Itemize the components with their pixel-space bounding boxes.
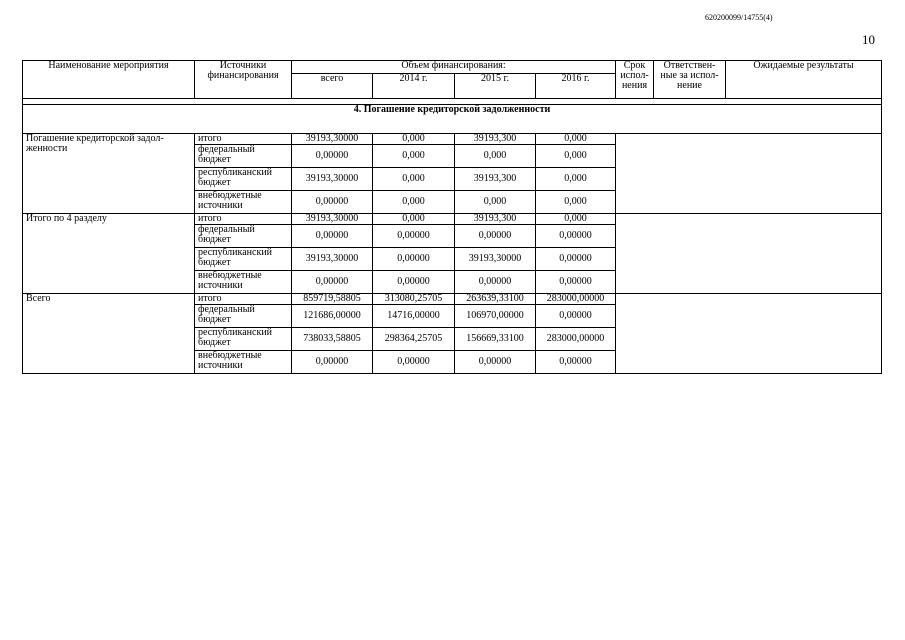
- value-y2016: 0,00000: [536, 271, 616, 294]
- value-y2014: 0,00000: [373, 351, 455, 374]
- value-total: 39193,30000: [292, 248, 373, 271]
- value-y2014: 0,000: [373, 214, 455, 225]
- source-cell: республиканский бюджет: [195, 168, 292, 191]
- value-y2015: 39193,30000: [455, 248, 536, 271]
- value-y2016: 0,000: [536, 134, 616, 145]
- value-y2015: 0,000: [455, 145, 536, 168]
- empty-cell: [616, 134, 882, 214]
- value-total: 0,00000: [292, 145, 373, 168]
- value-total: 0,00000: [292, 351, 373, 374]
- header-2015: 2015 г.: [455, 74, 536, 99]
- value-total: 39193,30000: [292, 168, 373, 191]
- value-y2015: 106970,00000: [455, 305, 536, 328]
- value-total: 0,00000: [292, 225, 373, 248]
- measure-name: Всего: [23, 294, 195, 374]
- table-row: [23, 294, 882, 305]
- source-cell: федеральный бюджет: [195, 305, 292, 328]
- value-total: 0,00000: [292, 271, 373, 294]
- header-expected: Ожидаемые результаты: [726, 61, 882, 99]
- page-number: 10: [862, 32, 875, 47]
- value-y2014: 0,000: [373, 134, 455, 145]
- source-cell: республиканский бюджет: [195, 328, 292, 351]
- value-y2014: 0,00000: [373, 248, 455, 271]
- value-total: 859719,58805: [292, 294, 373, 305]
- source-cell: федеральный бюджет: [195, 225, 292, 248]
- source-cell: внебюджетные источники: [195, 191, 292, 214]
- value-y2016: 0,00000: [536, 305, 616, 328]
- source-cell: итого: [195, 214, 292, 225]
- value-y2016: 0,000: [536, 214, 616, 225]
- value-total: 121686,00000: [292, 305, 373, 328]
- value-y2016: 0,00000: [536, 351, 616, 374]
- value-y2014: 298364,25705: [373, 328, 455, 351]
- value-y2014: 0,000: [373, 168, 455, 191]
- value-y2015: 0,000: [455, 191, 536, 214]
- value-y2014: 313080,25705: [373, 294, 455, 305]
- header-total: всего: [292, 74, 373, 99]
- empty-cell: [616, 214, 882, 294]
- value-y2015: 263639,33100: [455, 294, 536, 305]
- value-y2016: 283000,00000: [536, 328, 616, 351]
- value-total: 39193,30000: [292, 214, 373, 225]
- value-y2015: 0,00000: [455, 271, 536, 294]
- value-y2015: 0,00000: [455, 351, 536, 374]
- table-row: [23, 214, 882, 225]
- source-cell: внебюджетные источники: [195, 351, 292, 374]
- source-cell: федеральный бюджет: [195, 145, 292, 168]
- value-total: 0,00000: [292, 191, 373, 214]
- value-y2015: 156669,33100: [455, 328, 536, 351]
- empty-cell: [616, 294, 882, 374]
- section-title: 4. Погашение кредиторской задолженности: [23, 105, 882, 134]
- value-y2015: 39193,300: [455, 214, 536, 225]
- source-cell: итого: [195, 134, 292, 145]
- value-y2016: 0,00000: [536, 225, 616, 248]
- value-y2014: 0,00000: [373, 225, 455, 248]
- value-y2014: 14716,00000: [373, 305, 455, 328]
- value-total: 39193,30000: [292, 134, 373, 145]
- source-cell: внебюджетные источники: [195, 271, 292, 294]
- value-y2015: 39193,300: [455, 134, 536, 145]
- header-2014: 2014 г.: [373, 74, 455, 99]
- value-y2015: 39193,300: [455, 168, 536, 191]
- document-code: 620200099/14755(4): [705, 13, 773, 22]
- financing-table: [22, 60, 882, 374]
- measure-name: Итого по 4 разделу: [23, 214, 195, 294]
- value-y2014: 0,000: [373, 191, 455, 214]
- source-cell: республиканский бюджет: [195, 248, 292, 271]
- header-volume: Объем финансирования:: [292, 61, 616, 74]
- value-y2016: 0,000: [536, 191, 616, 214]
- value-y2014: 0,000: [373, 145, 455, 168]
- table-row: [23, 134, 882, 145]
- header-sources: Источники финансирования: [195, 61, 292, 99]
- value-y2014: 0,00000: [373, 271, 455, 294]
- header-term: Срок испол-нения: [616, 61, 654, 99]
- header-measure: Наименование мероприятия: [23, 61, 195, 99]
- source-cell: итого: [195, 294, 292, 305]
- measure-name: Погашение кредиторской задол-женности: [23, 134, 195, 214]
- header-2016: 2016 г.: [536, 74, 616, 99]
- value-y2016: 0,000: [536, 145, 616, 168]
- value-y2016: 0,000: [536, 168, 616, 191]
- value-y2015: 0,00000: [455, 225, 536, 248]
- value-y2016: 0,00000: [536, 248, 616, 271]
- header-responsible: Ответствен-ные за испол-нение: [654, 61, 726, 99]
- value-y2016: 283000,00000: [536, 294, 616, 305]
- value-total: 738033,58805: [292, 328, 373, 351]
